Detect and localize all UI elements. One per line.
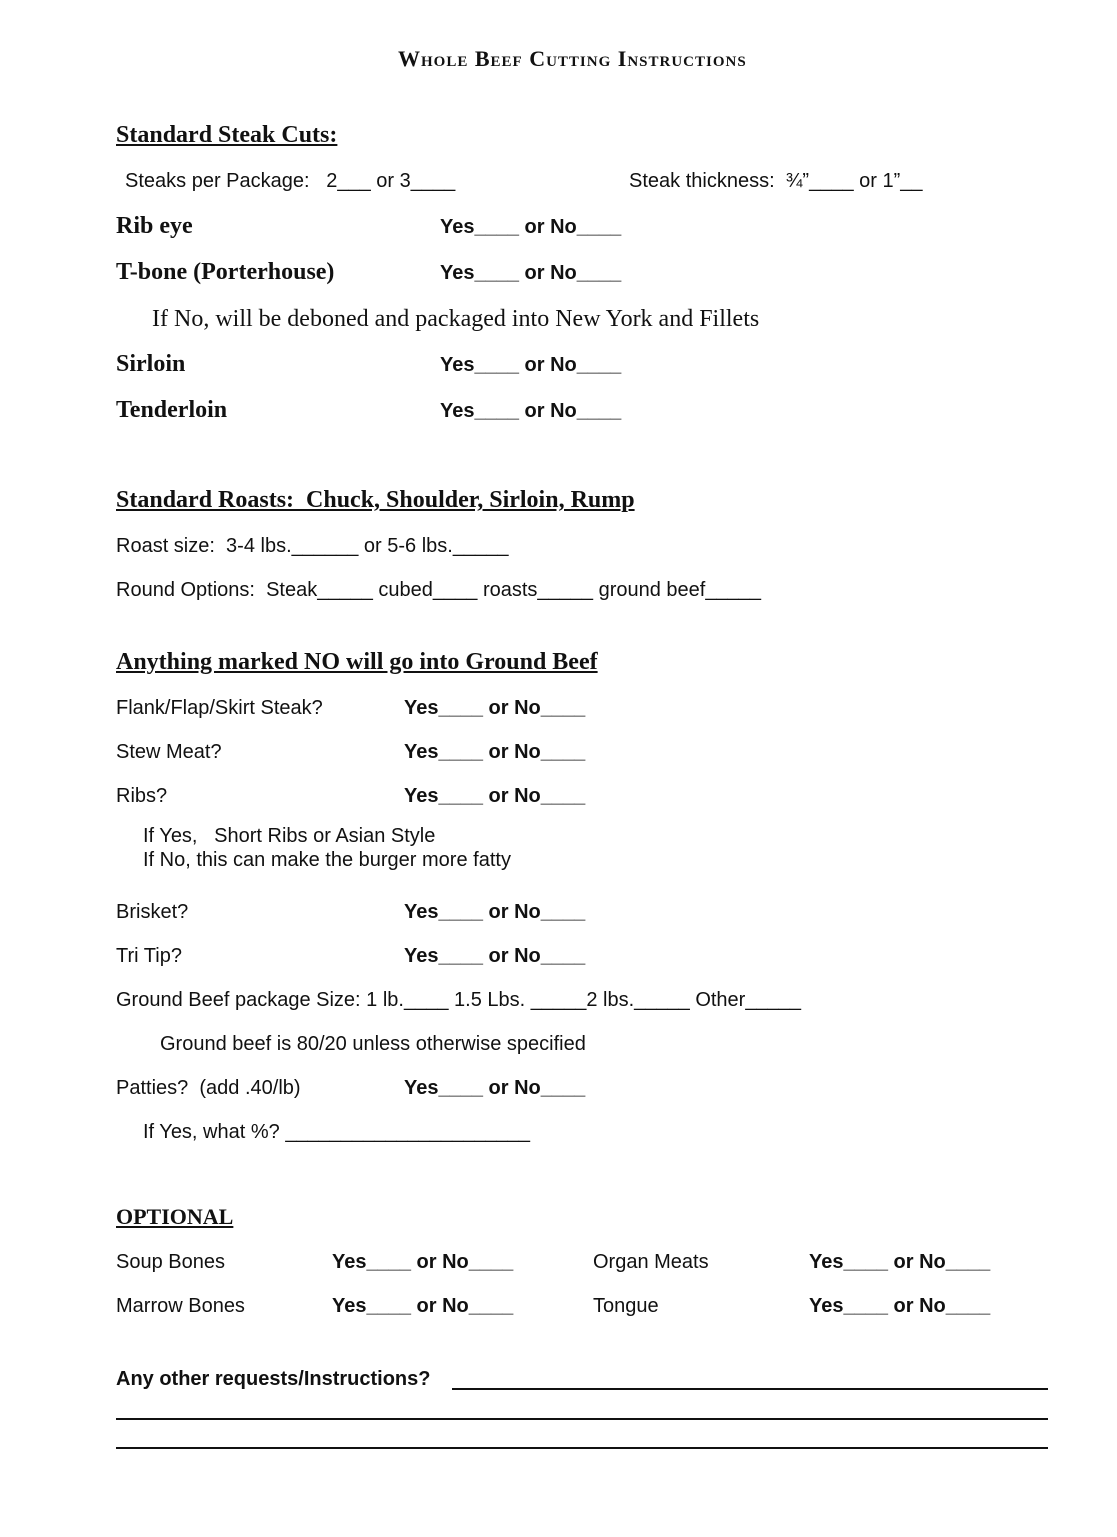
ribs-note-no: If No, this can make the burger more fatty — [143, 849, 511, 871]
ribs-note-yes: If Yes, Short Ribs or Asian Style — [143, 825, 436, 847]
other-requests-line-1[interactable] — [452, 1388, 1048, 1390]
roast-size-field[interactable]: Roast size: 3-4 lbs.______ or 5-6 lbs._____ — [116, 535, 509, 557]
patties-choice[interactable]: Yes____ or No____ — [404, 1077, 586, 1099]
tri-tip-label: Tri Tip? — [116, 945, 182, 967]
stew-meat-choice[interactable]: Yes____ or No____ — [404, 741, 586, 763]
ribs-choice[interactable]: Yes____ or No____ — [404, 785, 586, 807]
steak-cuts-heading: Standard Steak Cuts: — [116, 122, 338, 148]
form-title: Whole Beef Cutting Instructions — [398, 46, 747, 71]
steaks-per-package-field[interactable]: Steaks per Package: 2___ or 3____ — [125, 170, 456, 192]
other-requests-label: Any other requests/Instructions? — [116, 1368, 431, 1390]
patties-label: Patties? (add .40/lb) — [116, 1077, 301, 1099]
soup-bones-choice[interactable]: Yes____ or No____ — [332, 1251, 514, 1273]
organ-meats-choice[interactable]: Yes____ or No____ — [809, 1251, 991, 1273]
marrow-bones-label: Marrow Bones — [116, 1295, 245, 1317]
ground-ratio-note: Ground beef is 80/20 unless otherwise specified — [160, 1033, 586, 1055]
other-requests-line-3[interactable] — [116, 1447, 1048, 1449]
tri-tip-choice[interactable]: Yes____ or No____ — [404, 945, 586, 967]
sirloin-choice[interactable]: Yes____ or No____ — [440, 354, 622, 376]
sirloin-label: Sirloin — [116, 351, 186, 377]
stew-meat-label: Stew Meat? — [116, 741, 222, 763]
tenderloin-label: Tenderloin — [116, 397, 228, 423]
ribs-label: Ribs? — [116, 785, 168, 807]
soup-bones-label: Soup Bones — [116, 1251, 225, 1273]
ground-beef-heading: Anything marked NO will go into Ground Beef — [116, 649, 598, 675]
marrow-bones-choice[interactable]: Yes____ or No____ — [332, 1295, 514, 1317]
flank-label: Flank/Flap/Skirt Steak? — [116, 697, 323, 719]
organ-meats-label: Organ Meats — [593, 1251, 709, 1273]
other-requests-line-2[interactable] — [116, 1418, 1048, 1420]
flank-choice[interactable]: Yes____ or No____ — [404, 697, 586, 719]
roasts-heading: Standard Roasts: Chuck, Shoulder, Sirloin, Rump — [116, 487, 635, 513]
steak-thickness-field[interactable]: Steak thickness: ¾”____ or 1”__ — [629, 170, 923, 192]
package-size-field[interactable]: Ground Beef package Size: 1 lb.____ 1.5 Lbs. _____2 lbs._____ Other_____ — [116, 989, 801, 1011]
optional-heading: OPTIONAL — [116, 1204, 234, 1229]
brisket-label: Brisket? — [116, 901, 189, 923]
ribeye-choice[interactable]: Yes____ or No____ — [440, 216, 622, 238]
tenderloin-choice[interactable]: Yes____ or No____ — [440, 400, 622, 422]
tongue-choice[interactable]: Yes____ or No____ — [809, 1295, 991, 1317]
tbone-label: T-bone (Porterhouse) — [116, 259, 335, 285]
ribeye-label: Rib eye — [116, 213, 193, 239]
round-options-field[interactable]: Round Options: Steak_____ cubed____ roasts_____ ground beef_____ — [116, 579, 761, 601]
tbone-note: If No, will be deboned and packaged into New York and Fillets — [152, 306, 760, 332]
patties-percent-field[interactable]: If Yes, what %? ______________________ — [143, 1121, 531, 1143]
tongue-label: Tongue — [593, 1295, 659, 1317]
brisket-choice[interactable]: Yes____ or No____ — [404, 901, 586, 923]
tbone-choice[interactable]: Yes____ or No____ — [440, 262, 622, 284]
